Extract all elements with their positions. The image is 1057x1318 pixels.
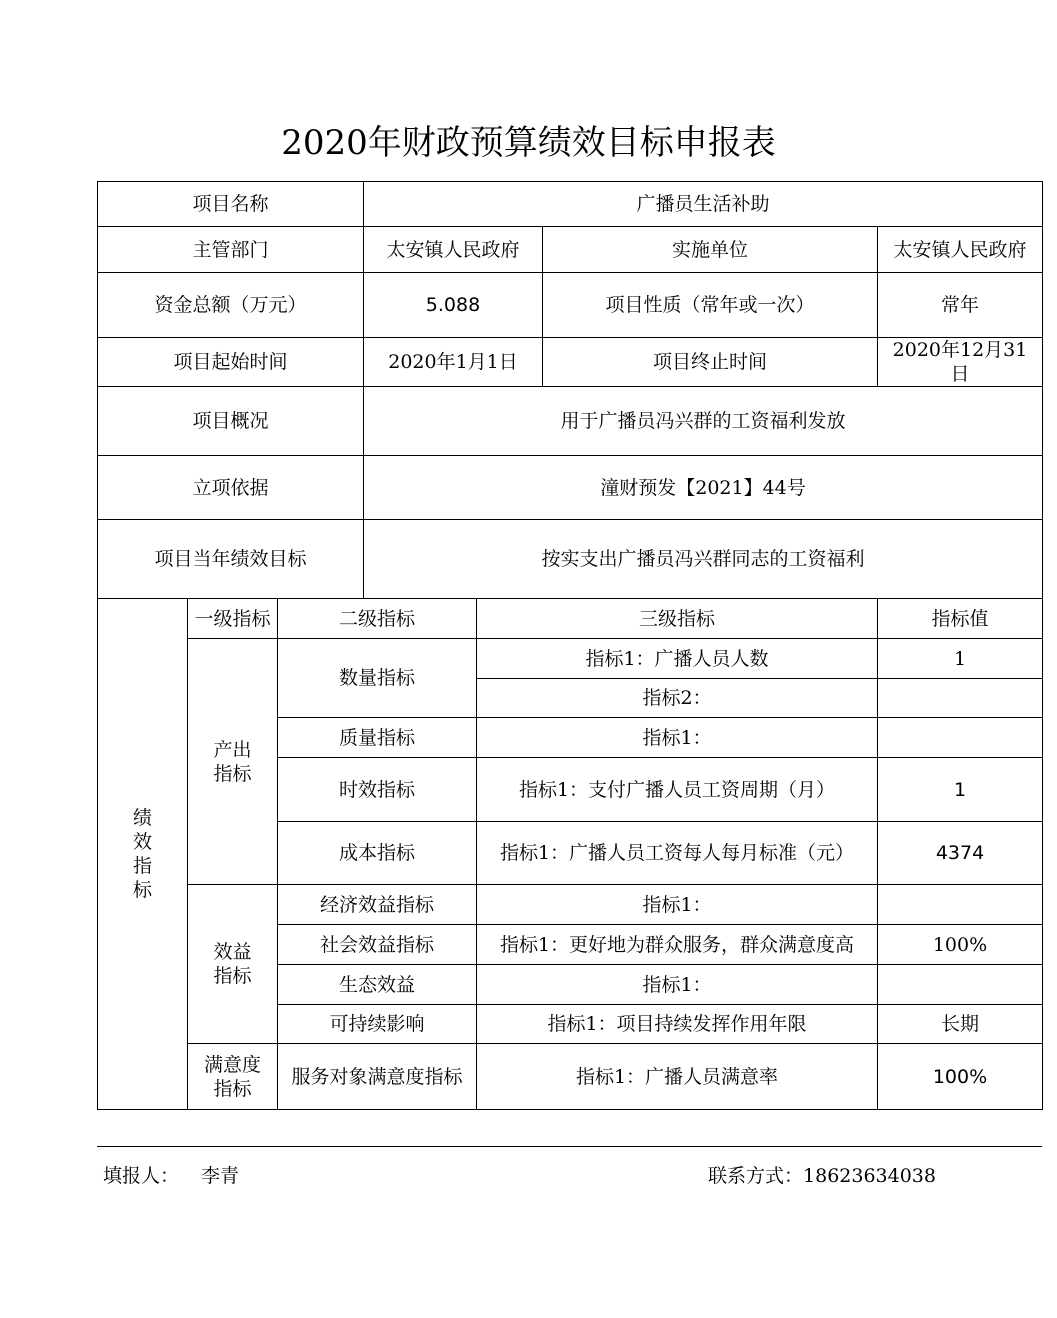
level3-cell: 指标1：项目持续发挥作用年限 (477, 1005, 878, 1044)
benefit-indicators-text: 效益指标 (213, 941, 252, 987)
annual-goal-value: 按实支出广播员冯兴群同志的工资福利 (364, 520, 1043, 599)
value-cell: 100% (878, 925, 1043, 965)
contact-label: 联系方式： (708, 1165, 804, 1187)
level3-cell: 指标1： (477, 965, 878, 1005)
table-row (98, 885, 1043, 925)
basis-value: 潼财预发【2021】44号 (364, 456, 1043, 520)
level3-cell: 指标2： (477, 679, 878, 718)
level3-cell: 指标1：广播人员满意率 (477, 1044, 878, 1110)
value-cell: 1 (878, 758, 1043, 822)
row-department (98, 227, 1043, 273)
implementing-unit-label: 实施单位 (543, 227, 878, 273)
filler-name: 李青 (201, 1165, 240, 1187)
header-value: 指标值 (878, 599, 1043, 639)
project-name-label: 项目名称 (98, 182, 364, 227)
overview-label: 项目概况 (98, 387, 364, 456)
value-cell (878, 679, 1043, 718)
row-dates (98, 338, 1043, 387)
level2-cell: 成本指标 (278, 822, 477, 885)
level3-cell: 指标1：广播人员工资每人每月标准（元） (477, 822, 878, 885)
value-cell: 1 (878, 639, 1043, 679)
benefit-indicators-label (188, 885, 278, 1044)
value-cell: 长期 (878, 1005, 1043, 1044)
satisfaction-indicators-text: 满意度指标 (203, 1053, 261, 1100)
row-basis (98, 456, 1043, 520)
start-time-label: 项目起始时间 (98, 338, 364, 387)
level2-cell: 生态效益 (278, 965, 477, 1005)
level2-cell: 数量指标 (278, 639, 477, 718)
level3-cell: 指标1： (477, 885, 878, 925)
overview-value: 用于广播员冯兴群的工资福利发放 (364, 387, 1043, 456)
project-name-value: 广播员生活补助 (364, 182, 1043, 227)
value-cell: 4374 (878, 822, 1043, 885)
filler-label: 填报人： (103, 1165, 180, 1187)
performance-indicators-label (98, 599, 188, 1110)
contact-phone: 18623634038 (803, 1165, 936, 1187)
level2-cell: 服务对象满意度指标 (278, 1044, 477, 1110)
row-overview (98, 387, 1043, 456)
department-label: 主管部门 (98, 227, 364, 273)
performance-indicators-text: 绩效指标 (132, 807, 152, 901)
output-indicators-label (188, 639, 278, 885)
start-time-value: 2020年1月1日 (364, 338, 543, 387)
page-title: 2020年财政预算绩效目标申报表 (281, 123, 776, 163)
basis-label: 立项依据 (98, 456, 364, 520)
value-cell (878, 718, 1043, 758)
level3-cell: 指标1：广播人员人数 (477, 639, 878, 679)
fund-total-value: 5.088 (364, 273, 543, 338)
annual-goal-label: 项目当年绩效目标 (98, 520, 364, 599)
level3-cell: 指标1：支付广播人员工资周期（月） (477, 758, 878, 822)
end-time-value: 2020年12月31日 (878, 338, 1043, 387)
satisfaction-indicators-label (188, 1044, 278, 1110)
fund-total-label: 资金总额（万元） (98, 273, 364, 338)
project-nature-value: 常年 (878, 273, 1043, 338)
table-row (98, 1044, 1043, 1110)
row-fund (98, 273, 1043, 338)
contact-info (708, 1162, 936, 1190)
level2-cell: 社会效益指标 (278, 925, 477, 965)
level2-cell: 经济效益指标 (278, 885, 477, 925)
level3-cell: 指标1：更好地为群众服务，群众满意度高 (477, 925, 878, 965)
level3-cell: 指标1： (477, 718, 878, 758)
footer-divider (97, 1146, 1042, 1147)
level2-cell: 质量指标 (278, 718, 477, 758)
header-level2: 二级指标 (278, 599, 477, 639)
value-cell (878, 965, 1043, 1005)
end-time-label: 项目终止时间 (543, 338, 878, 387)
value-cell (878, 885, 1043, 925)
table-row (98, 639, 1043, 679)
level2-cell: 时效指标 (278, 758, 477, 822)
filler-info (103, 1162, 239, 1190)
budget-performance-table (97, 181, 1043, 1110)
level2-cell: 可持续影响 (278, 1005, 477, 1044)
indicator-header-row (98, 599, 1043, 639)
header-level1: 一级指标 (188, 599, 278, 639)
implementing-unit-value: 太安镇人民政府 (878, 227, 1043, 273)
department-value: 太安镇人民政府 (364, 227, 543, 273)
value-cell: 100% (878, 1044, 1043, 1110)
header-level3: 三级指标 (477, 599, 878, 639)
row-project-name (98, 182, 1043, 227)
output-indicators-text: 产出指标 (213, 738, 252, 785)
project-nature-label: 项目性质（常年或一次） (543, 273, 878, 338)
row-annual-goal (98, 520, 1043, 599)
